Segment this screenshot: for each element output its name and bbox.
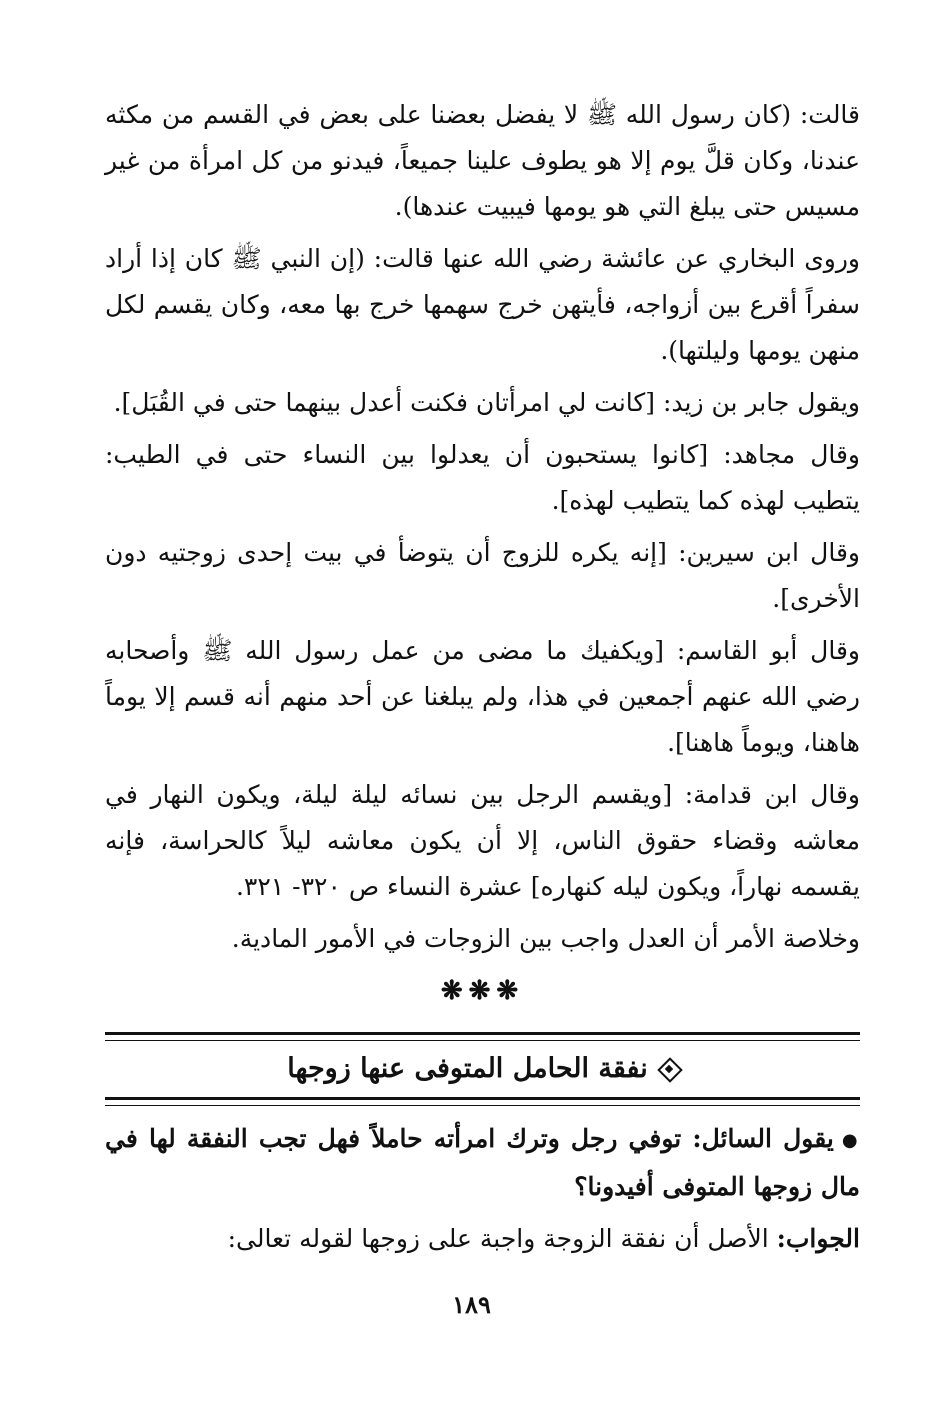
- paragraph-ibn-qudama: وقال ابن قدامة: [ويقسم الرجل بين نسائه ليلة ليلة، ويكون النهار في معاشه وقضاء حقوق الناس، إلا أن يكون معاشه ليلاً كالحراسة، فإنه يقسمه نهاراً، ويكون ليله كنهاره] عشرة النساء ص ٣٢٠- ٣٢١.: [105, 780, 860, 901]
- section-heading: [105, 1041, 860, 1097]
- paragraph-jabir: ويقول جابر بن زيد: [كانت لي امرأتان فكنت أعدل بينهما حتى في القُبَل].: [113, 388, 860, 417]
- paragraph-mujahid: وقال مجاهد: [كانوا يستحبون أن يعدلوا بين النساء حتى في الطيب: يتطيب لهذه كما يتطيب لهذه].: [105, 440, 860, 515]
- section-title: نفقة الحامل المتوفى عنها زوجها: [287, 1053, 648, 1084]
- paragraph-aisha-1: قالت: (كان رسول الله ﷺ لا يفضل بعضنا على بعض في القسم من مكثه عندنا، وكان قلَّ يوم إلا هو يطوف علينا جميعاً، فيدنو من كل امرأة من غير مسيس حتى يبلغ التي هو يومها فيبيت عندها).: [105, 100, 860, 221]
- paragraph-ibn-sirin: وقال ابن سيرين: [إنه يكره للزوج أن يتوضأ في بيت إحدى زوجتيه دون الأخرى].: [105, 538, 860, 613]
- paragraph-bukhari: وروى البخاري عن عائشة رضي الله عنها قالت: (إن النبي ﷺ كان إذا أراد سفراً أقرع بين أزواجه، فأيتهن خرج سهمها خرج بها معه، وكان يقسم لكل منهن يومها وليلتها).: [105, 244, 860, 365]
- heading-bottom-rule: [105, 1097, 860, 1106]
- section-separator: ❋❋❋: [440, 976, 525, 1006]
- answer-label: الجواب:: [776, 1223, 860, 1253]
- page-number: ١٨٩: [452, 1290, 491, 1319]
- heading-top-rule: [105, 1032, 860, 1041]
- page-body: [105, 92, 860, 1268]
- question-text: يقول السائل: توفي رجل وترك امرأته حاملاً فهل تجب النفقة لها في مال زوجها المتوفى أفيدونا؟: [105, 1124, 860, 1201]
- bullet-icon: ●: [841, 1129, 860, 1151]
- diamond-icon: [660, 1060, 678, 1078]
- paragraph-abu-alqasim: وقال أبو القاسم: [ويكفيك ما مضى من عمل رسول الله ﷺ وأصحابه رضي الله عنهم أجمعين في هذا، ولم يبلغنا عن أحد منهم أنه قسم إلا يوماً هاهنا، ويوماً هاهنا].: [105, 636, 860, 757]
- paragraph-conclusion: وخلاصة الأمر أن العدل واجب بين الزوجات في الأمور المادية.: [231, 924, 860, 953]
- question-paragraph: [105, 1116, 860, 1210]
- answer-text: الأصل أن نفقة الزوجة واجبة على زوجها لقوله تعالى:: [227, 1223, 777, 1253]
- answer-paragraph: [105, 1216, 860, 1262]
